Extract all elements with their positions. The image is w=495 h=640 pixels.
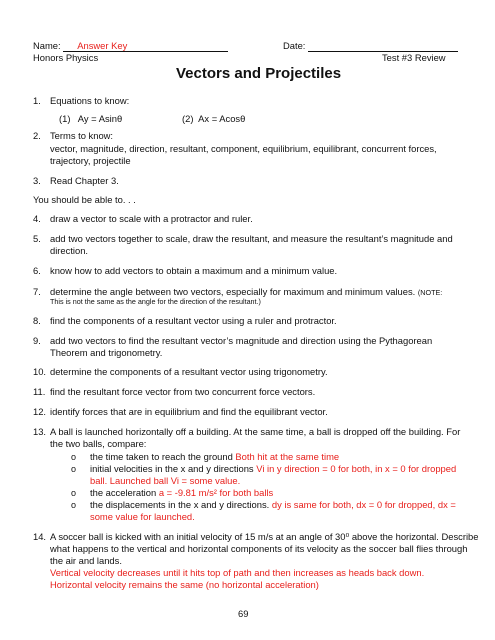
bullet-text: initial velocities in the x and y directions xyxy=(90,463,254,474)
course-label: Honors Physics xyxy=(33,52,99,63)
q13-bullet-4 xyxy=(90,499,458,523)
item-number: 5. xyxy=(33,233,41,244)
bullet-answer: a = -9.81 m/s² for both balls xyxy=(158,487,274,498)
bullet-icon: o xyxy=(71,452,77,462)
equation-2-text: Ax = Acosθ xyxy=(198,113,246,124)
item-text: add two vectors to find the resultant vector’s magnitude and direction using the Pythagorean Theorem and trigonometry. xyxy=(50,335,433,358)
bullet-text: the displacements in the x and y directions. xyxy=(90,499,270,510)
bullet-text: the acceleration xyxy=(90,487,157,498)
item-number: 12. xyxy=(33,406,47,417)
equation-1-number: (1) xyxy=(59,113,71,124)
q13-bullet-1 xyxy=(90,451,470,463)
item-text: draw a vector to scale with a protractor and ruler. xyxy=(50,213,253,224)
item-text: add two vectors together to scale, draw the resultant, and measure the resultant’s magnitude and direction. xyxy=(50,233,453,256)
sec1-text: Equations to know: xyxy=(50,95,130,106)
name-value: Answer Key xyxy=(77,40,128,51)
sec2-number: 2. xyxy=(33,130,41,141)
item-note-rest: This is not the same as the angle for the direction of the resultant.) xyxy=(50,297,261,306)
item-text: find the resultant force vector from two concurrent force vectors. xyxy=(50,386,316,397)
q13-bullet-3 xyxy=(90,487,470,499)
bullet-answer: dy is same for both, dx = 0 for dropped, dx = some value for launched. xyxy=(90,499,456,522)
item-number: 7. xyxy=(33,286,41,297)
name-field xyxy=(33,40,228,52)
equation-1-text: Ay = Asinθ xyxy=(77,113,123,124)
sec2-text: Terms to know: xyxy=(50,130,114,141)
name-line xyxy=(63,40,228,52)
bullet-text: the time taken to reach the ground xyxy=(90,451,233,462)
date-line xyxy=(308,40,458,52)
equation-1 xyxy=(59,113,122,125)
item-number: 9. xyxy=(33,335,41,346)
item-number: 11. xyxy=(33,386,46,397)
equation-2 xyxy=(182,113,245,125)
q14-number: 14. xyxy=(33,531,47,542)
item-text: find the components of a resultant vector using a ruler and protractor. xyxy=(50,315,337,326)
q14-answer-1: Vertical velocity decreases until it hits top of path and then increases as heads back down. xyxy=(50,567,425,578)
date-field xyxy=(283,40,458,52)
bullet-answer: Both hit at the same time xyxy=(235,451,340,462)
item-note-start: (NOTE: xyxy=(417,288,443,297)
name-label: Name: xyxy=(33,40,61,51)
equation-2-number: (2) xyxy=(182,113,194,124)
q14-text: A soccer ball is kicked with an initial velocity of 15 m/s at an angle of 30⁰ above the horizontal. Describe what happens to the vertical and horizontal components of its velocity as the soccer ball flies through the air and lands. xyxy=(50,531,479,566)
bullet-icon: o xyxy=(71,464,77,474)
item-number: 6. xyxy=(33,265,41,276)
bullet-answer: Vi in y direction = 0 for both, in x = 0 for dropped ball. Launched ball Vi = some value. xyxy=(90,463,457,486)
item-text: know how to add vectors to obtain a maximum and a minimum value. xyxy=(50,265,338,276)
bullet-icon: o xyxy=(71,500,77,510)
date-label: Date: xyxy=(283,40,306,51)
test-label: Test #3 Review xyxy=(382,52,446,63)
page-number: 69 xyxy=(238,608,249,619)
item-text: determine the components of a resultant vector using trigonometry. xyxy=(50,366,328,377)
item-text: identify forces that are in equilibrium and find the equilibrant vector. xyxy=(50,406,328,417)
sec1-number: 1. xyxy=(33,95,41,106)
should-be-able-text: You should be able to. . . xyxy=(33,194,136,205)
q14-answer-2: Horizontal velocity remains the same (no horizontal acceleration) xyxy=(50,579,319,590)
item-number: 4. xyxy=(33,213,41,224)
item-number: 10. xyxy=(33,366,47,377)
q13-bullet-2 xyxy=(90,463,462,487)
item-text: determine the angle between two vectors, especially for maximum and minimum values. xyxy=(50,286,416,297)
bullet-icon: o xyxy=(71,488,77,498)
item-number: 8. xyxy=(33,315,41,326)
sec3-number: 3. xyxy=(33,175,41,186)
sec3-text: Read Chapter 3. xyxy=(50,175,119,186)
q13-number: 13. xyxy=(33,426,47,437)
q13-text: A ball is launched horizontally off a building. At the same time, a ball is dropped off the building. For the two balls, compare: xyxy=(50,426,461,449)
sec2-terms: vector, magnitude, direction, resultant, component, equilibrium, equilibrant, concurrent forces, trajectory, projectile xyxy=(50,143,437,166)
page-title: Vectors and Projectiles xyxy=(176,65,342,82)
